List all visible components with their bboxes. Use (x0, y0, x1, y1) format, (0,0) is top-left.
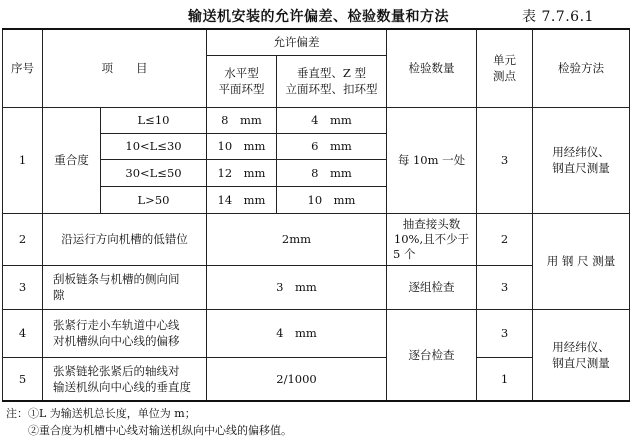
table-row (3, 107, 630, 133)
row1-seq: 1 (3, 107, 43, 213)
row5-seq: 5 (3, 357, 43, 401)
table-notes (6, 405, 292, 439)
row4-allow: 4 mm (207, 309, 387, 357)
row1-range: 10<L≤30 (101, 133, 207, 159)
row4-item (43, 309, 207, 357)
row1-vertical: 6 mm (277, 133, 387, 159)
row4-unit: 3 (477, 309, 533, 357)
header-horizontal (207, 55, 277, 107)
row1-qty: 每 10m 一处 (387, 107, 477, 213)
header-horizontal-line2: 平面环型 (218, 82, 265, 96)
row1-vertical: 4 mm (277, 107, 387, 133)
row1-vertical: 10 mm (277, 186, 387, 213)
row3-allow: 3 mm (207, 265, 387, 309)
row1-horizontal: 8 mm (207, 107, 277, 133)
row1-unit: 3 (477, 107, 533, 213)
row2-item: 沿运行方向机槽的低错位 (43, 213, 207, 265)
row5-allow: 2/1000 (207, 357, 387, 401)
row2-seq: 2 (3, 213, 43, 265)
table-title-bar (0, 4, 633, 26)
row3-item (43, 265, 207, 309)
row3-unit: 3 (477, 265, 533, 309)
row2-allow: 2mm (207, 213, 387, 265)
header-unit-line1: 单元 (493, 53, 516, 68)
row2-qty-line2: 10%,且不少于 (393, 231, 470, 246)
row1-range: 30<L≤50 (101, 159, 207, 186)
row5-item-line1: 张紧链轮张紧后的轴线对 (53, 363, 180, 378)
row2-qty-line1: 抽查接头数 (402, 216, 461, 231)
qty-rows-4-5: 逐台检查 (387, 309, 477, 401)
row2-unit: 2 (477, 213, 533, 265)
header-unit-line2: 测点 (493, 69, 516, 84)
note-1: 注：①L 为输送机总长度，单位为 m； (6, 407, 196, 420)
row5-unit: 1 (477, 357, 533, 401)
row1-method-line2: 钢直尺测量 (552, 161, 610, 175)
header-vertical (277, 55, 387, 107)
row5-item-line2: 输送机纵向中心线的垂直度 (53, 379, 191, 394)
header-unit (477, 29, 533, 107)
row1-name: 重合度 (43, 107, 101, 213)
method-rows-4-5 (533, 309, 630, 401)
row5-item (43, 357, 207, 401)
table-row (3, 309, 630, 357)
row1-horizontal: 14 mm (207, 186, 277, 213)
table-number: 表 7.7.6.1 (522, 9, 594, 25)
row4-item-line2: 对机槽纵向中心线的偏移 (53, 334, 180, 348)
row1-range: L>50 (101, 186, 207, 213)
note-2: ②重合度为机槽中心线对输送机纵向中心线的偏移值。 (28, 424, 292, 437)
header-vertical-line1: 垂直型、Z 型 (296, 66, 367, 80)
header-qty: 检验数量 (387, 29, 477, 107)
header-seq: 序号 (3, 29, 43, 107)
row1-range: L≤10 (101, 107, 207, 133)
header-horizontal-line1: 水平型 (224, 66, 259, 80)
row3-item-line2: 隙 (53, 288, 65, 302)
table-row (3, 213, 630, 265)
method-rows-4-5-line2: 钢直尺测量 (552, 355, 610, 370)
header-vertical-line2: 立面环型、扣环型 (285, 82, 378, 96)
header-method: 检验方法 (533, 29, 630, 107)
row3-item-line1: 刮板链条与机槽的侧向间 (53, 272, 180, 286)
row2-qty (387, 213, 477, 265)
method-rows-4-5-line1: 用经纬仪、 (552, 339, 610, 354)
row1-method (533, 107, 630, 213)
row1-horizontal: 12 mm (207, 159, 277, 186)
header-item: 项 目 (43, 29, 207, 107)
row1-method-line1: 用经纬仪、 (552, 145, 610, 159)
method-rows-2-3: 用 钢 尺 测量 (533, 213, 630, 309)
row1-vertical: 8 mm (277, 159, 387, 186)
table-title: 输送机安装的允许偏差、检验数量和方法 (188, 9, 449, 25)
row3-qty: 逐组检查 (387, 265, 477, 309)
row1-horizontal: 10 mm (207, 133, 277, 159)
header-allow: 允许偏差 (207, 29, 387, 55)
row4-item-line1: 张紧行走小车轨道中心线 (53, 318, 180, 332)
row4-seq: 4 (3, 309, 43, 357)
row3-seq: 3 (3, 265, 43, 309)
row2-qty-line3: 5 个 (393, 246, 416, 261)
tolerance-table (2, 28, 630, 402)
